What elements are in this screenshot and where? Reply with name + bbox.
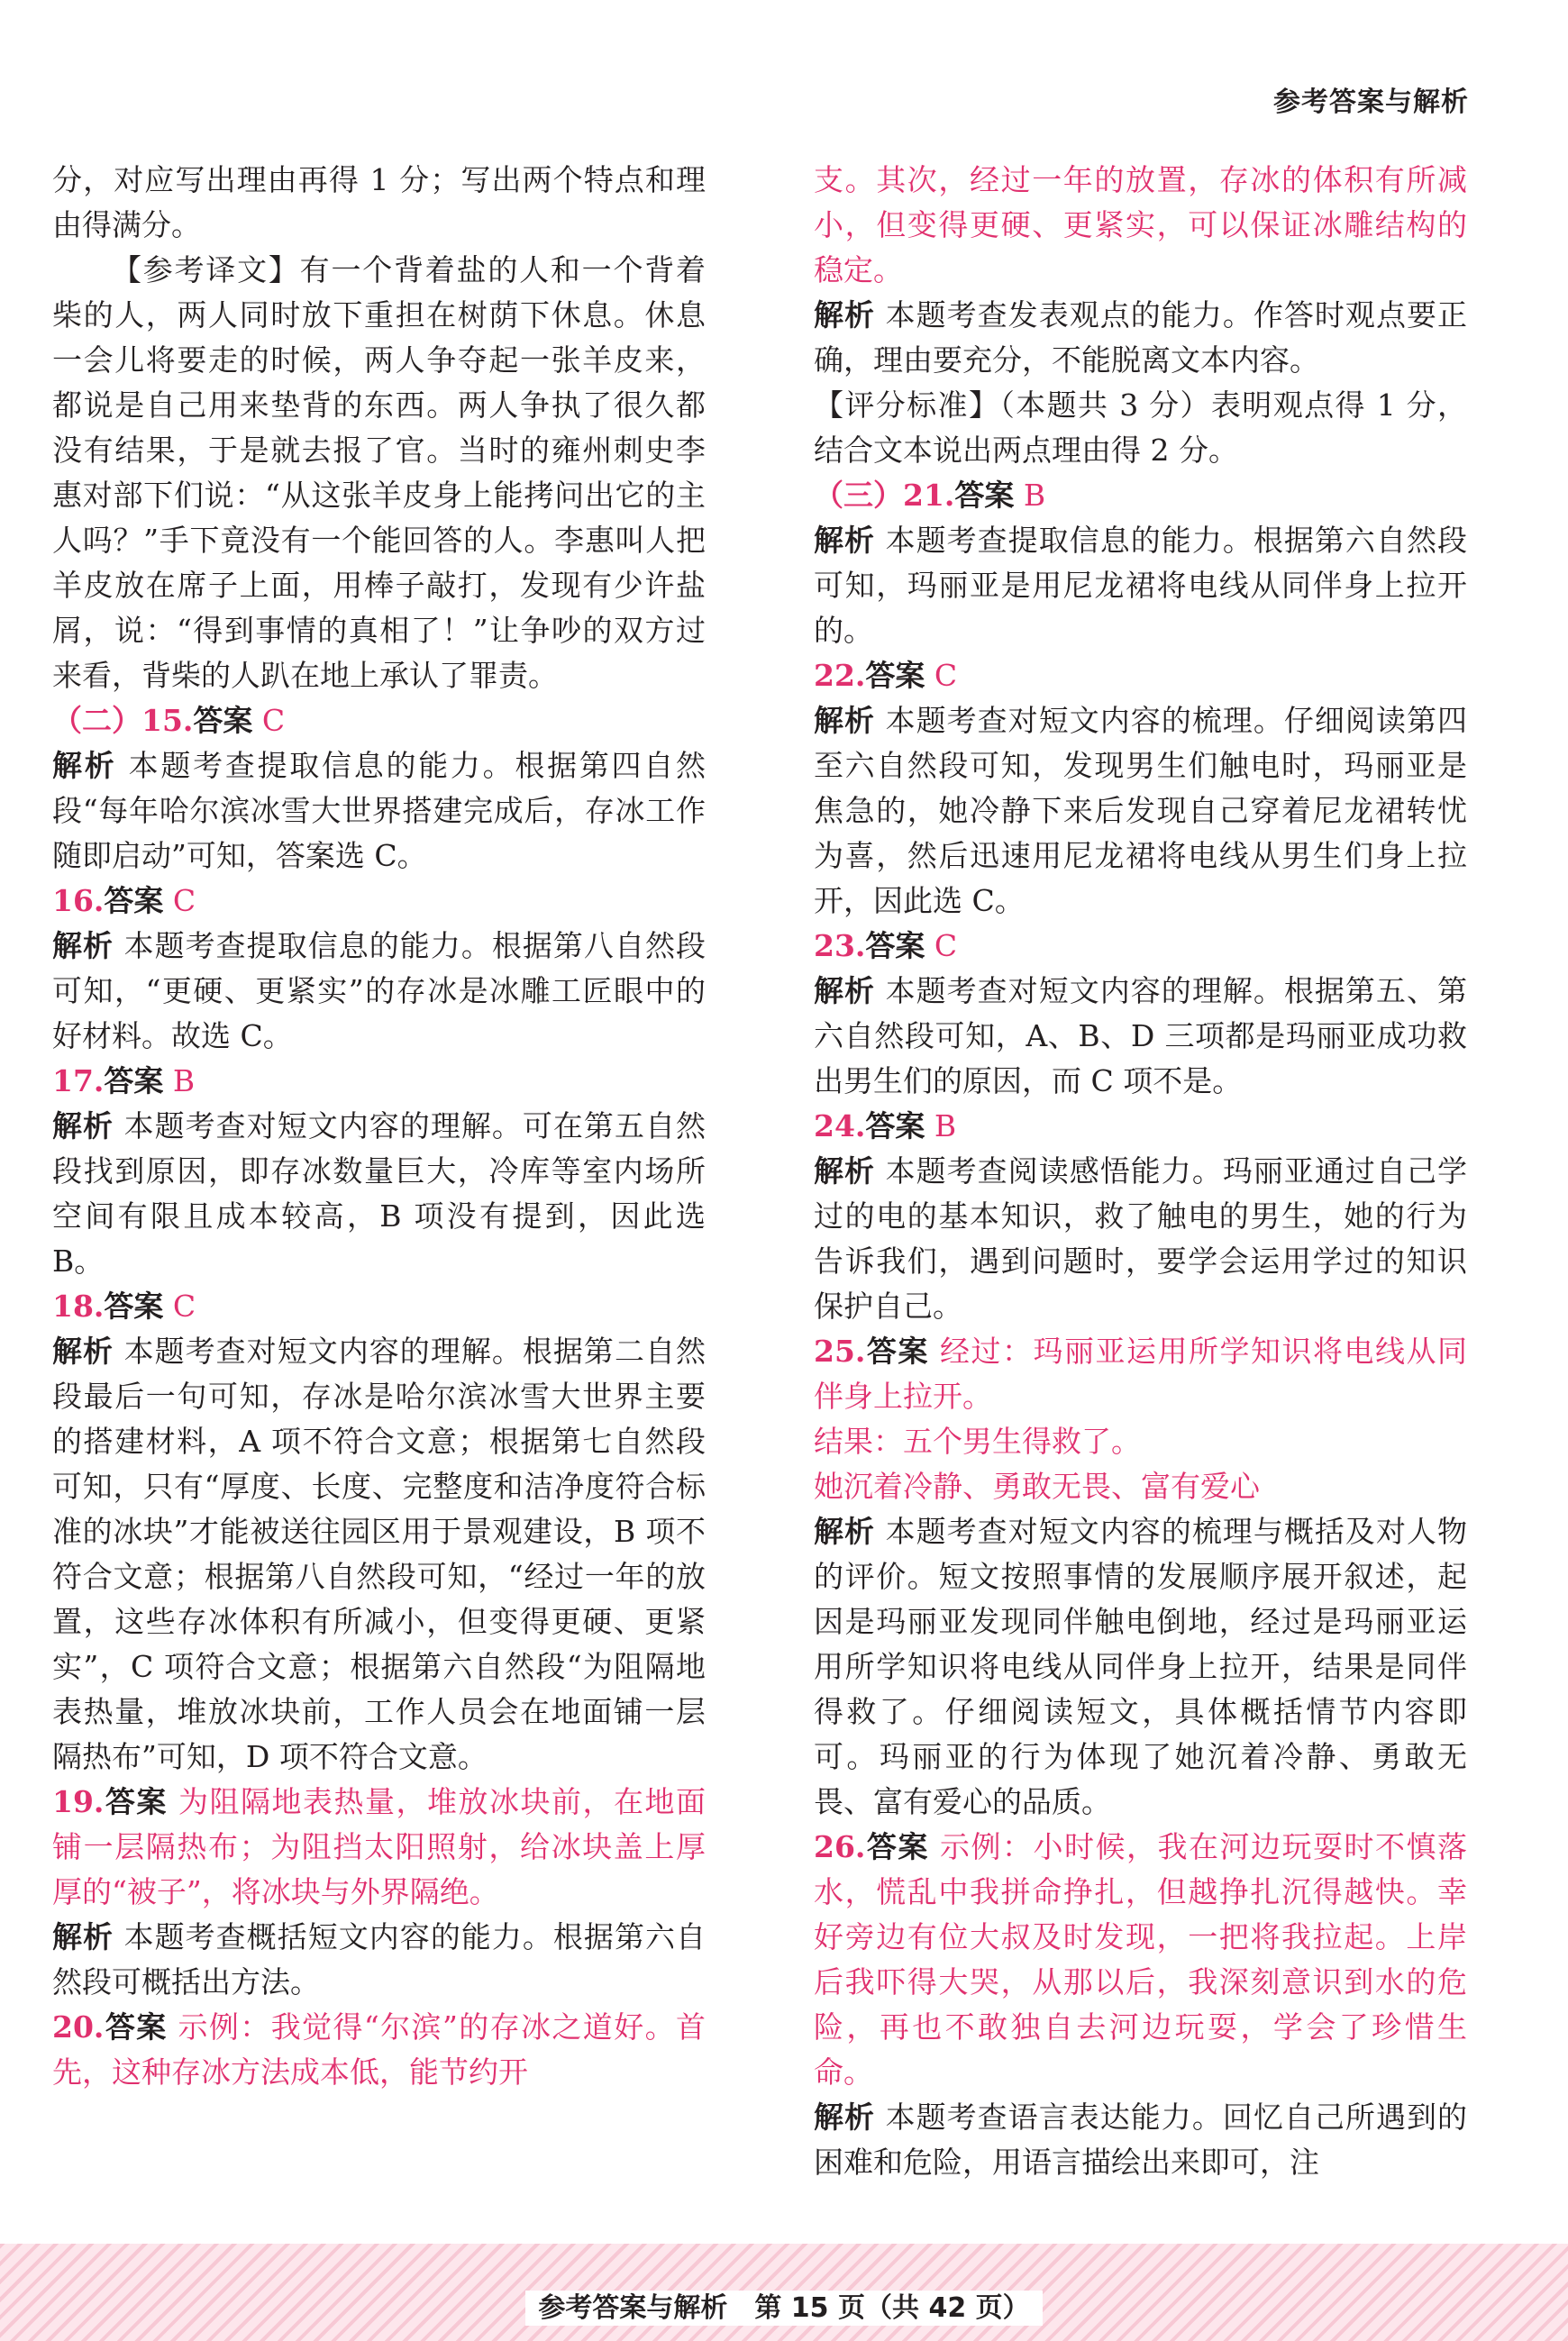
question-number: 25. <box>814 1334 866 1369</box>
answer-paragraph <box>814 653 1467 698</box>
body-text: 本题考查对短文内容的梳理与概括及对人物的评价。短文按照事情的发展顺序展开叙述，起因是玛丽亚发现同伴触电倒地，经过是玛丽亚运用所学知识将电线从同伴身上拉开，结果是同伴得救了。仔细阅读短文，具体概括情节内容即可。玛丽亚的行为体现了她沉着冷静、勇敢无畏、富有爱心的品质。 <box>814 1514 1468 1819</box>
answer-paragraph <box>52 248 706 698</box>
analysis-label: 解析 <box>814 2100 876 2135</box>
answer-paragraph <box>814 1509 1467 1825</box>
question-number: 16. <box>52 883 105 918</box>
body-text: 本题考查阅读感悟能力。玛丽亚通过自己学过的电的基本知识，救了触电的男生，她的行为告诉我们，遇到问题时，要学会运用学过的知识保护自己。 <box>814 1153 1468 1324</box>
answer-value: C <box>934 928 958 963</box>
footer-label: 参考答案与解析 第 15 页（共 42 页） <box>525 2291 1042 2326</box>
question-number: 22. <box>814 658 866 693</box>
answer-value: B <box>1023 478 1046 513</box>
answer-value: 经过：玛丽亚运用所学知识将电线从同伴身上拉开。 <box>814 1334 1467 1414</box>
analysis-label: 解析 <box>814 703 876 738</box>
answer-paragraph <box>814 924 1467 969</box>
question-number: 24. <box>814 1108 866 1143</box>
question-number: 19. <box>52 1784 105 1819</box>
answer-label: 答案 <box>104 1784 168 1819</box>
analysis-label: 解析 <box>814 297 876 332</box>
page-header-title: 参考答案与解析 <box>1273 87 1469 118</box>
body-text: 本题考查概括短文内容的能力。根据第六自然段可概括出方法。 <box>52 1919 707 1999</box>
answer-value: 她沉着冷静、勇敢无畏、富有爱心 <box>814 1469 1260 1504</box>
question-number: 18. <box>52 1289 105 1324</box>
answer-paragraph <box>52 1284 706 1329</box>
answer-paragraph <box>52 1780 706 1915</box>
answer-paragraph <box>52 158 706 248</box>
answer-label: 答案 <box>104 883 164 918</box>
answer-label: 答案 <box>104 1063 164 1098</box>
page-footer <box>0 2285 1568 2325</box>
analysis-label: 解析 <box>52 928 114 963</box>
answer-paragraph <box>52 924 706 1059</box>
answer-value: 结果：五个男生得救了。 <box>814 1424 1141 1459</box>
answer-value: C <box>261 703 286 738</box>
answer-value: B <box>172 1063 196 1098</box>
body-text: 【评分标准】（本题共 3 分）表明观点得 1 分，结合文本说出两点理由得 2 分。 <box>814 387 1467 468</box>
answer-value: 为阻隔地表热量，堆放冰块前，在地面铺一层隔热布；为阻挡太阳照射，给冰块盖上厚厚的“被子”，将冰块与外界隔绝。 <box>52 1784 706 1909</box>
answer-label: 答案 <box>193 703 253 738</box>
answer-value: C <box>172 1289 196 1324</box>
answer-paragraph <box>814 158 1467 293</box>
question-number: 17. <box>52 1063 105 1098</box>
analysis-label: 解析 <box>52 1334 114 1369</box>
answer-paragraph <box>814 1464 1467 1509</box>
answer-paragraph <box>814 1419 1467 1464</box>
answer-paragraph <box>52 1059 706 1104</box>
answer-label: 答案 <box>865 1108 925 1143</box>
answer-label: 答案 <box>865 1334 929 1369</box>
answer-value: 示例：我觉得“尔滨”的存冰之道好。首先，这种存冰方法成本低，能节约开 <box>52 2009 706 2090</box>
analysis-label: 解析 <box>52 1919 114 1954</box>
answer-value: C <box>172 883 196 918</box>
answer-paragraph <box>814 1329 1467 1419</box>
body-text: 本题考查对短文内容的理解。可在第五自然段找到原因，即存冰数量巨大，冷库等室内场所空间有限且成本较高，B 项没有提到，因此选 B。 <box>52 1108 707 1279</box>
answer-value: 支。其次，经过一年的放置，存冰的体积有所减小，但变得更硬、更紧实，可以保证冰雕结构的稳定。 <box>814 162 1467 287</box>
answer-paragraph <box>814 1149 1467 1329</box>
question-number: 20. <box>52 2009 105 2045</box>
answer-paragraph <box>814 518 1467 653</box>
answer-paragraph <box>814 383 1467 473</box>
answer-label: 答案 <box>865 658 925 693</box>
answer-value: C <box>934 658 958 693</box>
question-number: 26. <box>814 1829 866 1864</box>
analysis-label: 解析 <box>814 973 876 1008</box>
analysis-label: 解析 <box>52 748 117 783</box>
question-number: （三）21. <box>814 478 955 513</box>
analysis-label: 解析 <box>814 523 876 558</box>
question-number: （二）15. <box>52 703 194 738</box>
body-text: 分，对应写出理由再得 1 分；写出两个特点和理由得满分。 <box>52 162 706 242</box>
answer-label: 答案 <box>104 1289 164 1324</box>
body-text: 本题考查语言表达能力。回忆自己所遇到的困难和危险，用语言描绘出来即可，注 <box>814 2100 1468 2180</box>
analysis-label: 解析 <box>52 1108 114 1143</box>
body-text: 本题考查提取信息的能力。根据第四自然段“每年哈尔滨冰雪大世界搭建完成后，存冰工作随即启动”可知，答案选 C。 <box>52 748 706 873</box>
answer-value: 示例：小时候，我在河边玩耍时不慎落水，慌乱中我拼命挣扎，但越挣扎沉得越快。幸好旁边有位大叔及时发现，一把将我拉起。上岸后我吓得大哭，从那以后，我深刻意识到水的危险，再也不敢独自去河边玩耍，学会了珍惜生命。 <box>814 1829 1467 2090</box>
body-text: 【参考译文】有一个背着盐的人和一个背着柴的人，两人同时放下重担在树荫下休息。休息一会儿将要走的时候，两人争夺起一张羊皮来，都说是自己用来垫背的东西。两人争执了很久都没有结果，于是就去报了官。当时的雍州刺史李惠对部下们说：“从这张羊皮身上能拷问出它的主人吗？”手下竟没有一个能回答的人。李惠叫人把羊皮放在席子上面，用棒子敲打，发现有少许盐屑，说：“得到事情的真相了！”让争吵的双方过来看，背柴的人趴在地上承认了罪责。 <box>52 252 706 693</box>
right-column <box>814 158 1467 2185</box>
answer-value: B <box>934 1108 957 1143</box>
answer-paragraph <box>814 969 1467 1104</box>
analysis-label: 解析 <box>814 1153 876 1189</box>
body-text: 本题考查提取信息的能力。根据第八自然段可知，“更硬、更紧实”的存冰是冰雕工匠眼中的好材料。故选 C。 <box>52 928 707 1053</box>
answer-paragraph <box>52 1915 706 2005</box>
answer-paragraph <box>814 2095 1467 2185</box>
left-column <box>52 158 706 2095</box>
answer-label: 答案 <box>865 928 925 963</box>
answer-label: 答案 <box>104 2009 168 2045</box>
question-number: 23. <box>814 928 866 963</box>
answer-paragraph <box>52 743 706 879</box>
answer-paragraph <box>52 698 706 743</box>
answer-paragraph <box>52 1104 706 1284</box>
answer-paragraph <box>814 698 1467 924</box>
answer-paragraph <box>52 1329 706 1780</box>
body-text: 本题考查对短文内容的理解。根据第二自然段最后一句可知，存冰是哈尔滨冰雪大世界主要的搭建材料，A 项不符合文意；根据第七自然段可知，只有“厚度、长度、完整度和洁净度符合标准的冰块”才能被送往园区用于景观建设，B 项不符合文意；根据第八自然段可知，“经过一年的放置，这些存冰体积有所减小，但变得更硬、更紧实”，C 项符合文意；根据第六自然段“为阻隔地表热量，堆放冰块前，工作人员会在地面铺一层隔热布”可知，D 项不符合文意。 <box>52 1334 707 1774</box>
analysis-label: 解析 <box>814 1514 876 1549</box>
body-text: 本题考查对短文内容的梳理。仔细阅读第四至六自然段可知，发现男生们触电时，玛丽亚是焦急的，她冷静下来后发现自己穿着尼龙裙转忧为喜，然后迅速用尼龙裙将电线从男生们身上拉开，因此选 C。 <box>814 703 1468 918</box>
body-text: 本题考查提取信息的能力。根据第六自然段可知，玛丽亚是用尼龙裙将电线从同伴身上拉开的。 <box>814 523 1468 648</box>
answer-paragraph <box>52 879 706 924</box>
answer-label: 答案 <box>954 478 1015 513</box>
answer-paragraph <box>52 2005 706 2095</box>
answer-paragraph <box>814 1825 1467 2095</box>
body-text: 本题考查发表观点的能力。作答时观点要正确，理由要充分，不能脱离文本内容。 <box>814 297 1468 378</box>
body-text: 本题考查对短文内容的理解。根据第五、第六自然段可知，A、B、D 三项都是玛丽亚成功救出男生们的原因，而 C 项不是。 <box>814 973 1468 1098</box>
answer-label: 答案 <box>865 1829 929 1864</box>
answer-paragraph <box>814 293 1467 383</box>
answer-paragraph <box>814 473 1467 518</box>
answer-paragraph <box>814 1104 1467 1149</box>
